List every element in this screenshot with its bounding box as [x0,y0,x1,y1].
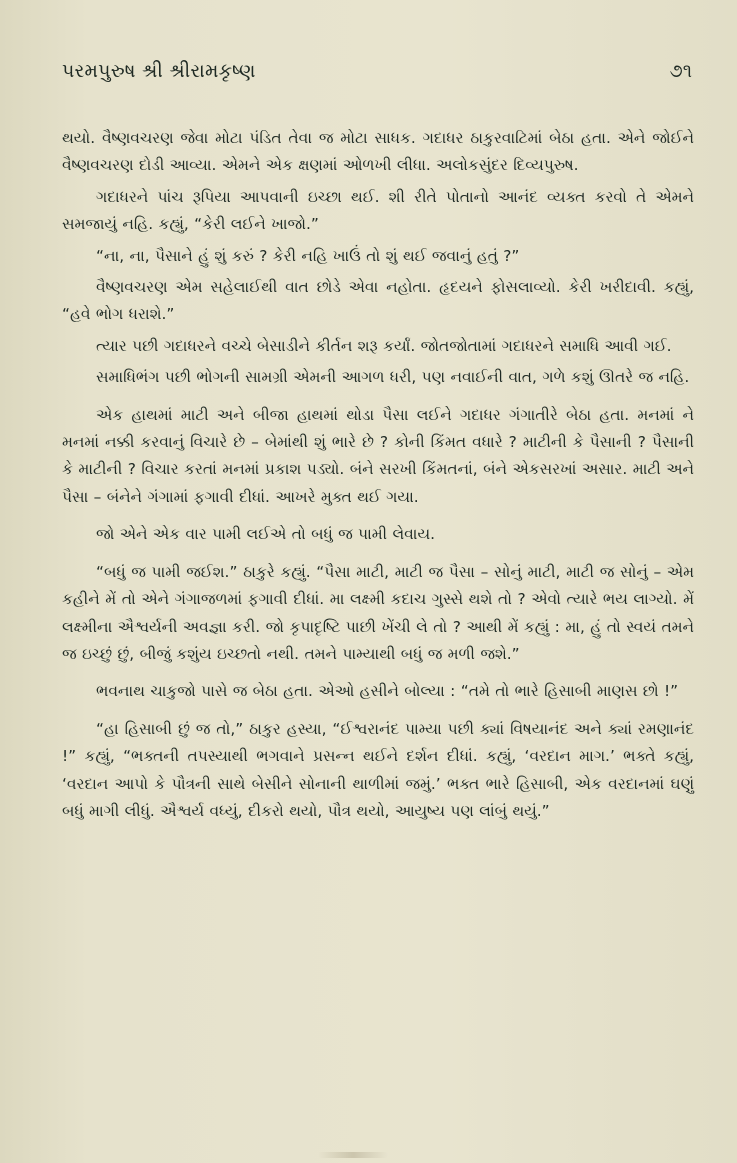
paragraph-1: થયો. વૈષ્ણવચરણ જેવા મોટા પંડિત તેવા જ મોટા સાધક. ગદાધર ઠાકુરવાટિમાં બેઠા હતા. એને જોઈને વૈષ્ણવચરણ દોડી આવ્યા. એમને એક ક્ષણમાં ઓળખી લીધા. અલોકસુંદર દિવ્યપુરુષ. [62,129,694,175]
page-number: ૭૧ [669,60,692,82]
paragraph-10: ભવનાથ ચાકુજો પાસે જ બેઠા હતા. એઓ હસીને બોલ્યા : “તમે તો ભારે હિસાબી માણસ છો !” [96,682,679,701]
page-edge-mark [318,1152,388,1158]
paragraph-6: સમાધિભંગ પછી ભોગની સામગ્રી એમની આગળ ધરી, પણ નવાઈની વાત, ગળે કશું ઊતરે જ નહિ. [96,368,690,387]
paragraph-2: ગદાધરને પાંચ રૂપિયા આપવાની ઇચ્છા થઈ. શી રીતે પોતાનો આનંદ વ્યક્ત કરવો તે એમને સમજાયું નહિ. કહ્યું, “કેરી લઈને ખાજો.” [62,187,694,234]
paragraph-8: જો એને એક વાર પામી લઈએ તો બધું જ પામી લેવાય. [96,525,435,544]
running-title: પરમપુરુષ શ્રી શ્રીરામકૃષ્ણ [62,60,256,82]
paragraph-5: ત્યાર પછી ગદાધરને વચ્ચે બેસાડીને કીર્તન શરૂ કર્યાં. જોતજોતામાં ગદાધરને સમાધિ આવી ગઈ. [96,336,672,355]
body-text [62,125,694,825]
paragraph-3: “ના, ના, પૈસાને હું શું કરું ? કેરી નહિ ખાઉં તો શું થઈ જવાનું હતું ?” [96,246,520,265]
page-header [62,60,692,90]
paragraph-11: “હા હિસાબી છું જ તો,” ઠાકુર હસ્યા, “ઈશ્વરાનંદ પામ્યા પછી ક્યાં વિષયાનંદ અને ક્યાં રમણાનંદ !” કહ્યું, “ભક્તની તપસ્યાથી ભગવાને પ્રસન્ન થઈને દર્શન દીધાં. કહ્યું, ‘વરદાન માગ.’ ભક્તે કહ્યું, ‘વરદાન આપો કે પૌત્રની સાથે બેસીને સોનાની થાળીમાં જમું.’ ભક્ત ભારે હિસાબી, એક વરદાનમાં ઘણું બધું માગી લીધું. ઐશ્વર્ય વધ્યું, દીકરો થયો, પૌત્ર થયો, આયુષ્ય પણ લાંબું થયું.” [62,719,694,820]
paragraph-9: “બધું જ પામી જઈશ.” ઠાકુરે કહ્યું. “પૈસા માટી, માટી જ પૈસા – સોનું માટી, માટી જ સોનું – એમ કહીને મેં તો એને ગંગાજળમાં ફગાવી દીધાં. મા લક્ષ્મી કદાચ ગુસ્સે થશે તો ? એવો ત્યારે ભય લાગ્યો. મેં લક્ષ્મીના ઐશ્વર્યની અવજ્ઞા કરી. જો કૃપાદૃષ્ટિ પાછી ખેંચી લે તો ? આથી મેં કહ્યું : મા, હું તો સ્વયં તમને જ ઇચ્છું છું, બીજું કશુંય ઇચ્છતો નથી. તમને પામ્યાથી બધું જ મળી જશે.” [62,562,694,663]
paragraph-7: એક હાથમાં માટી અને બીજા હાથમાં થોડા પૈસા લઈને ગદાધર ગંગાતીરે બેઠા હતા. મનમાં ને મનમાં નક્કી કરવાનું વિચારે છે – બેમાંથી શું ભારે છે ? કોની કિંમત વધારે ? માટીની કે પૈસાની ? પૈસાની કે માટીની ? વિચાર કરતાં મનમાં પ્રકાશ પડ્યો. બંને સરખી કિંમતનાં, બંને એકસરખાં અસાર. માટી અને પૈસા – બંનેને ગંગામાં ફગાવી દીધાં. આખરે મુક્ત થઈ ગયા. [62,405,694,506]
paragraph-4: વૈષ્ણવચરણ એમ સહેલાઈથી વાત છોડે એવા નહોતા. હૃદયને ફોસલાવ્યો. કેરી ખરીદાવી. કહ્યું, “હવે ભોગ ધરાશે.” [62,278,694,324]
